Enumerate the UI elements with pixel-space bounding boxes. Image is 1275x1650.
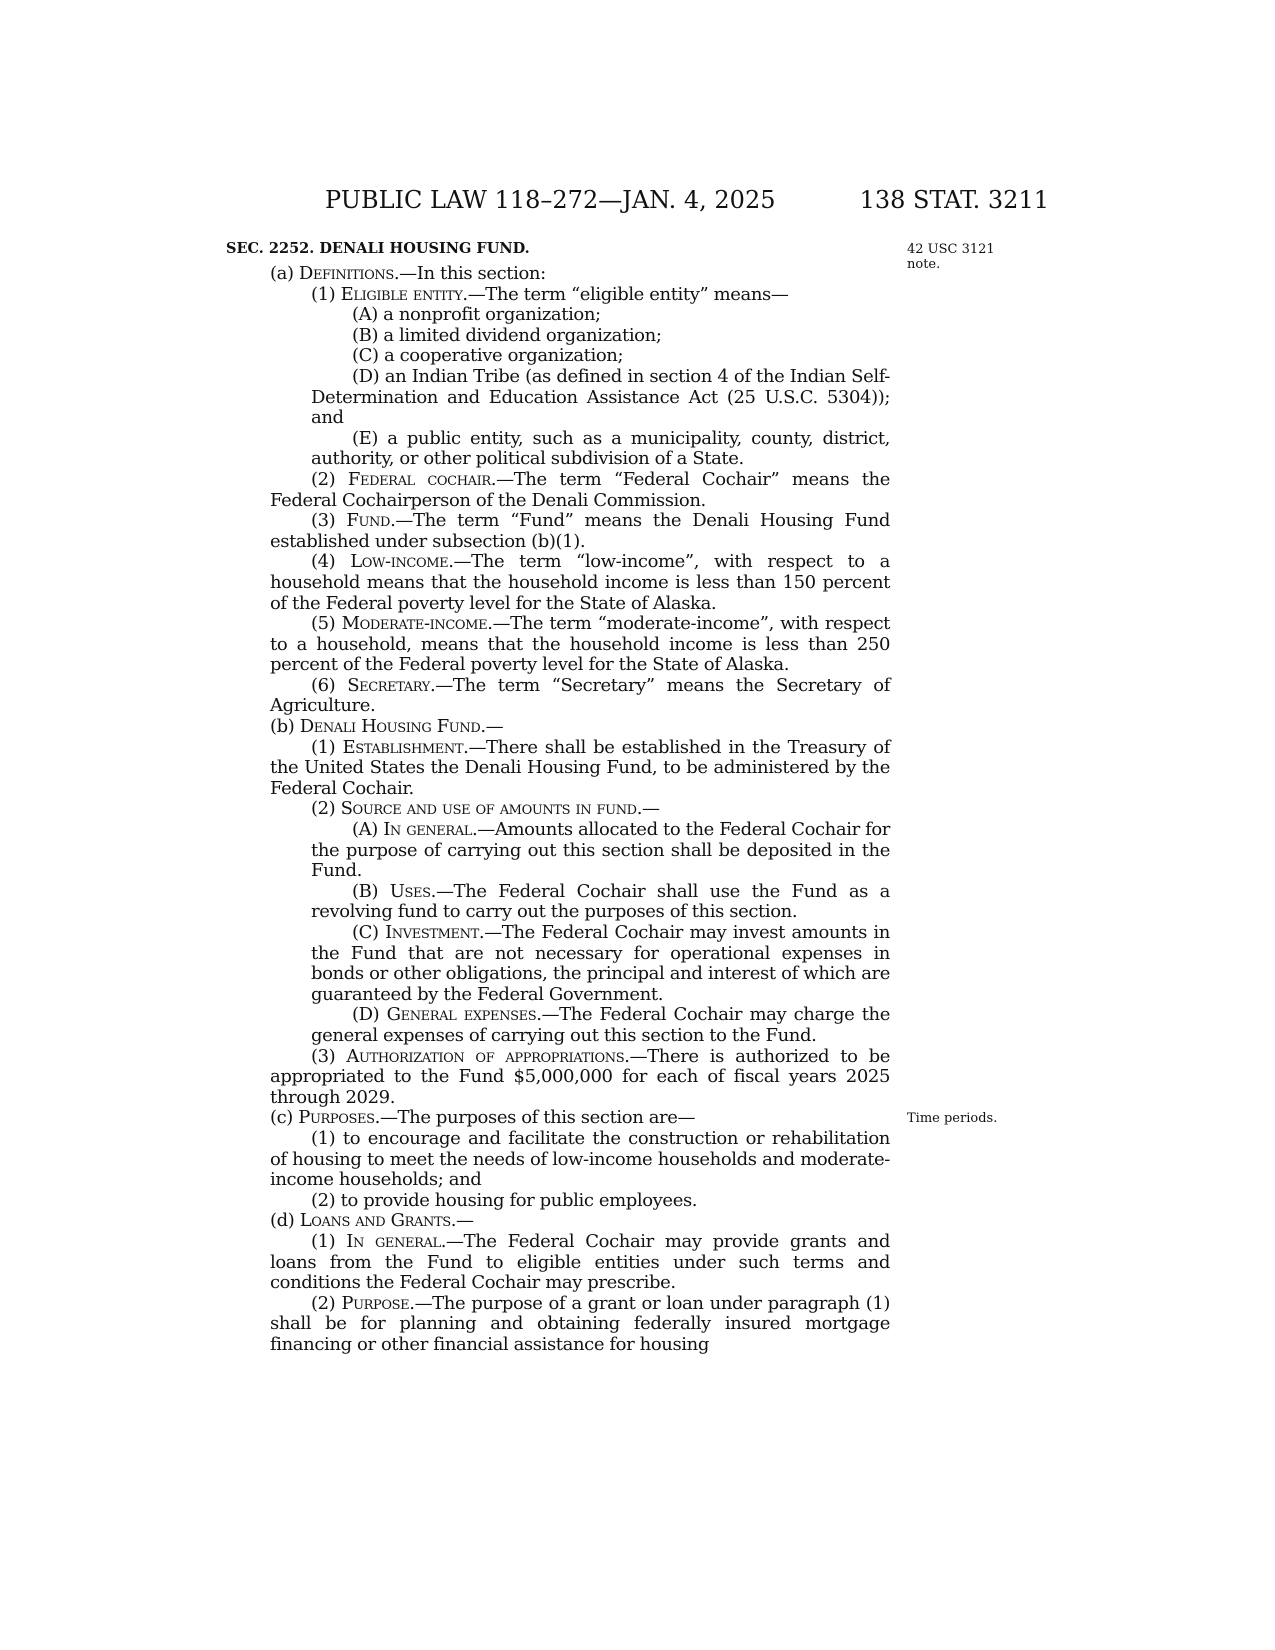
paragraph [270, 346, 890, 367]
paragraph-text: (D) an Indian Tribe (as defined in section 4 of the Indian Self-Determination and Education Assistance Act (25 U.S.C. 5304)); and [311, 365, 890, 429]
paragraph [270, 738, 890, 800]
paragraph-designation: (a) [270, 263, 299, 284]
paragraph-text: .—The term “Secretary” means the Secretary of Agriculture. [270, 674, 890, 717]
paragraph-designation: (2) [311, 1292, 342, 1314]
paragraph [270, 1129, 890, 1191]
usc-note-label: note. [907, 257, 941, 272]
paragraph [270, 799, 890, 820]
paragraph-designation: (D) [352, 1004, 387, 1026]
paragraph-heading: Investment [385, 922, 479, 943]
paragraph-heading: Federal cochair [347, 468, 491, 490]
paragraph-designation: (5) [311, 613, 342, 635]
paragraph-text: .—In this section: [393, 263, 546, 284]
paragraph-text: .—The term “Fund” means the Denali Housing Fund established under subsection (b)(1). [270, 510, 890, 552]
paragraph-heading: Secretary [347, 674, 430, 696]
paragraph-text: .—Amounts allocated to the Federal Cochair for the purpose of carrying out this section shall be deposited in the Fund. [311, 819, 891, 882]
paragraph-heading: Authorization of appropriations [346, 1045, 625, 1067]
paragraph [270, 285, 890, 306]
time-periods-margin-note: Time periods. [907, 1111, 998, 1126]
section-heading: SEC. 2252. DENALI HOUSING FUND. [226, 240, 530, 257]
paragraph [270, 1191, 890, 1212]
paragraph-designation: (6) [311, 674, 348, 696]
paragraph-heading: Uses [389, 880, 431, 902]
paragraph [270, 326, 890, 347]
paragraph-designation: (A) [352, 819, 384, 841]
paragraph [270, 882, 890, 923]
statute-page-number: 138 STAT. 3211 [859, 186, 1049, 214]
paragraph [270, 1294, 890, 1356]
paragraph [270, 1047, 890, 1109]
paragraph-heading: Fund [346, 510, 391, 532]
paragraph [270, 923, 890, 1005]
paragraph-text: .—The term “Federal Cochair” means the Federal Cochairperson of the Denali Commission. [270, 468, 891, 511]
paragraph-designation: (C) [352, 922, 386, 943]
paragraph-text: .—The Federal Cochair may invest amounts in the Fund that are not necessary for operational expenses in bonds or other obligations, the principal and interest of which are guaranteed by the Federal Government. [311, 922, 890, 1005]
paragraph-text: .— [480, 716, 504, 738]
paragraph [270, 820, 890, 882]
paragraph-designation: (4) [311, 551, 351, 573]
paragraph [270, 1211, 890, 1232]
paragraph-heading: In general [346, 1230, 441, 1252]
paragraph-heading: Source and use of amounts in fund [340, 798, 637, 820]
paragraph-text: .—The purpose of a grant or loan under paragraph (1) shall be for planning and obtaining federally insured mortgage financing or other financial assistance for housing [270, 1292, 891, 1355]
paragraph-designation: (3) [311, 1045, 347, 1067]
paragraph [270, 470, 890, 511]
paragraph-text: (A) a nonprofit organization; [352, 304, 601, 326]
paragraph-text: .—The term “moderate-income”, with respect to a household, means that the household income is less than 250 percent of the Federal poverty level for the State of Alaska. [270, 613, 891, 676]
paragraph-designation: (1) [311, 283, 341, 305]
paragraph-heading: Low-income [350, 551, 449, 573]
paragraph-heading: Loans and Grants [299, 1210, 451, 1232]
paragraph-text: .— [450, 1210, 474, 1232]
running-header-title: PUBLIC LAW 118–272—JAN. 4, 2025 [325, 186, 776, 214]
paragraph-heading: Denali Housing Fund [299, 716, 481, 738]
paragraph-text: .—The term “low-income”, with respect to a household means that the household income is less than 150 percent of the Federal poverty level for the State of Alaska. [270, 551, 890, 614]
paragraph-heading: Purposes [298, 1107, 375, 1129]
section-body [270, 264, 890, 1355]
paragraph [270, 552, 890, 614]
paragraph-text: (2) to provide housing for public employees. [311, 1189, 698, 1211]
paragraph [270, 264, 890, 285]
paragraph-designation: (b) [270, 716, 300, 738]
paragraph [270, 1232, 890, 1294]
paragraph [270, 614, 890, 676]
paragraph-designation: (c) [270, 1107, 299, 1129]
paragraph-designation: (2) [311, 468, 348, 490]
paragraph-heading: Definitions [298, 263, 394, 284]
paragraph-designation: (1) [311, 1230, 347, 1252]
paragraph-text: (C) a cooperative organization; [352, 345, 624, 367]
paragraph-heading: Eligible entity [340, 283, 463, 305]
paragraph-designation: (2) [311, 798, 341, 820]
paragraph-designation: (3) [311, 510, 347, 532]
paragraph-text: (1) to encourage and facilitate the construction or rehabilitation of housing to meet the needs of low-income households and moderate-income households; and [270, 1127, 890, 1191]
paragraph [270, 1005, 890, 1046]
paragraph-text: .—There shall be established in the Treasury of the United States the Denali Housing Fund, to be administered by the Federal Cochair. [270, 736, 890, 799]
paragraph [270, 305, 890, 326]
paragraph [270, 367, 890, 429]
paragraph-heading: Purpose [341, 1292, 410, 1314]
paragraph-heading: General expenses [386, 1004, 537, 1026]
paragraph-text: .—The Federal Cochair shall use the Fund as a revolving fund to carry out the purposes of this section. [311, 880, 890, 923]
paragraph [270, 676, 890, 717]
paragraph [270, 717, 890, 738]
paragraph-text: .—The term “eligible entity” means— [462, 283, 789, 305]
paragraph-designation: (B) [352, 880, 390, 902]
paragraph-heading: Establishment [342, 736, 464, 758]
usc-margin-note [907, 242, 995, 272]
paragraph-text: .— [636, 798, 660, 820]
paragraph [270, 511, 890, 552]
paragraph-text: .—There is authorized to be appropriated to the Fund $5,000,000 for each of fiscal years 2025 through 2029. [270, 1045, 890, 1108]
paragraph-heading: In general [383, 819, 472, 841]
paragraph-text: .—The purposes of this section are— [374, 1107, 696, 1129]
usc-citation: 42 USC 3121 [907, 242, 995, 257]
paragraph [270, 1108, 890, 1129]
paragraph [270, 429, 890, 470]
paragraph-text: .—The Federal Cochair may provide grants and loans from the Fund to eligible entities under such terms and conditions the Federal Cochair may prescribe. [270, 1230, 890, 1294]
paragraph-designation: (d) [270, 1210, 300, 1232]
paragraph-text: (E) a public entity, such as a municipality, county, district, authority, or other political subdivision of a State. [311, 427, 890, 470]
paragraph-text: .—The Federal Cochair may charge the general expenses of carrying out this section to the Fund. [311, 1004, 890, 1046]
paragraph-designation: (1) [311, 736, 343, 758]
paragraph-heading: Moderate-income [341, 613, 488, 635]
paragraph-text: (B) a limited dividend organization; [352, 324, 662, 346]
